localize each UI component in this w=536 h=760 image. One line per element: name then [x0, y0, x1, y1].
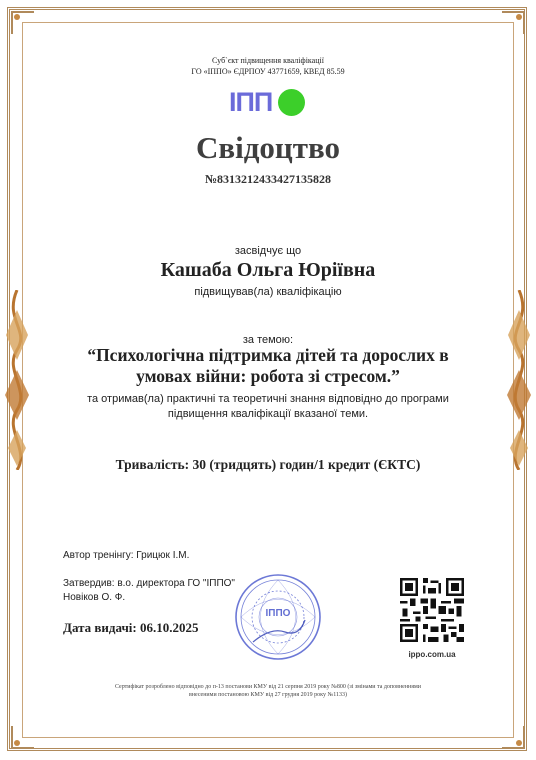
stamp-seal-icon	[233, 572, 323, 662]
approved-by-name: Новіков О. Ф.	[63, 592, 126, 603]
raised-qualification-text: підвищував(ла) кваліфікацію	[194, 286, 342, 298]
acquired-knowledge-text: та отримав(ла) практичні та теоретичні знання відповідно до програми підвищення кваліфікації вказаної теми.	[87, 393, 449, 420]
logo-text: ІПП	[229, 87, 273, 117]
ippo-logo	[229, 89, 309, 117]
corner-ornament-icon	[500, 724, 526, 750]
course-topic: “Психологічна підтримка дітей та дорослих в умовах війни: робота зі стресом.”	[87, 345, 449, 386]
certificate-number: №8313212433427135828	[204, 172, 332, 186]
qr-code-icon[interactable]	[400, 578, 464, 642]
certificate-title: Свідоцтво	[195, 130, 341, 165]
issue-date: Дата видачі: 06.10.2025	[63, 620, 199, 635]
footer-legal-line-2: внесеними постановою КМУ від 27 грудня 2019 року №1133)	[188, 692, 348, 698]
corner-ornament-icon	[10, 724, 36, 750]
approved-by: Затвердив: в.о. директора ГО "ІППО"	[63, 578, 235, 589]
ornament-right-icon	[504, 290, 534, 470]
recipient-name: Кашаба Ольга Юріївна	[160, 259, 376, 281]
course-duration: Тривалість: 30 (тридцять) годин/1 кредит (ЄКТС)	[115, 457, 421, 472]
trainer-author: Автор тренінгу: Грицюк І.М.	[63, 550, 190, 561]
ornament-left-icon	[2, 290, 32, 470]
corner-ornament-icon	[500, 10, 526, 36]
footer-legal-line-1: Сертифікат розроблено відповідно до п-13 постанови КМУ від 21 серпня 2019 року №800 (зі змінами та доповненнями	[114, 684, 422, 690]
certifies-text: засвідчує що	[234, 245, 302, 257]
corner-ornament-icon	[10, 10, 36, 36]
site-url[interactable]: ippo.com.ua	[408, 650, 456, 659]
logo-dot-icon	[278, 89, 305, 116]
subject-line-1: Суб`єкт підвищення кваліфікації	[212, 56, 324, 65]
subject-line-2: ГО «ІППО» ЄДРПОУ 43771659, КВЕД 85.59	[191, 67, 345, 76]
stamp-text: ІППО	[265, 608, 291, 619]
topic-label: за темою:	[242, 334, 294, 346]
